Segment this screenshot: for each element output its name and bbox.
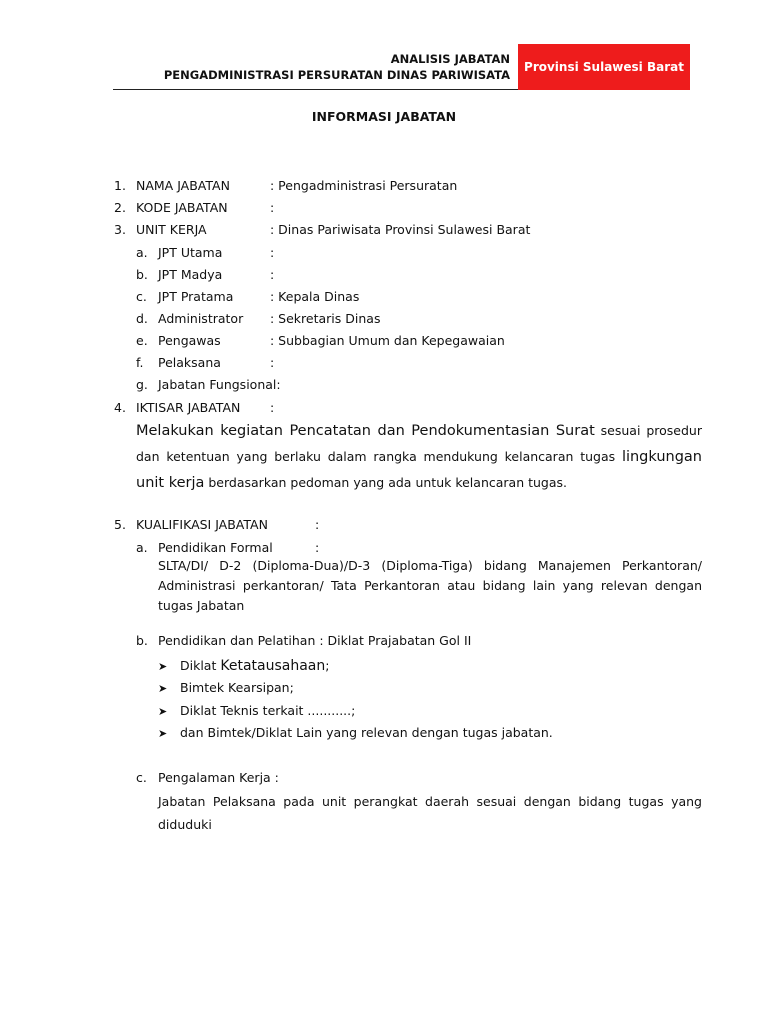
section-title: INFORMASI JABATAN [311, 109, 457, 124]
sub-label: Pelaksana [158, 355, 221, 370]
training-bullet [158, 658, 329, 675]
iktisar-paragraph [136, 418, 702, 496]
item-number: 3. [114, 222, 126, 237]
sub-letter: d. [136, 311, 148, 326]
unit-sub-item [0, 267, 768, 283]
sub-label: Pengawas [158, 333, 221, 348]
bullet-text-end: ; [325, 658, 330, 673]
item-value: : [270, 400, 275, 415]
header-rule [113, 89, 518, 90]
item-kode-jabatan [0, 200, 768, 216]
province-label: Provinsi Sulawesi Barat [524, 60, 684, 74]
unit-sub-item [0, 333, 768, 349]
sub-value: : Kepala Dinas [270, 289, 360, 304]
item-label: KUALIFIKASI JABATAN [136, 517, 268, 532]
bullet-text-emph: Ketatausahaan [220, 658, 326, 674]
bullet-text: dan Bimtek/Diklat Lain yang relevan dengan tugas jabatan. [180, 725, 553, 740]
sub-letter: c. [136, 770, 147, 785]
sub-letter: c. [136, 289, 147, 304]
item-number: 4. [114, 400, 126, 415]
item-kualifikasi-jabatan [0, 517, 768, 533]
pendidikan-formal [0, 540, 768, 556]
sub-label: Jabatan Fungsional: [158, 377, 281, 392]
sub-value: : [270, 267, 275, 282]
sub-letter: b. [136, 267, 148, 282]
iktisar-text-3: lingkungan unit kerja [136, 449, 702, 491]
sub-colon: : [315, 540, 320, 555]
item-value: : Pengadministrasi Persuratan [270, 178, 458, 193]
unit-sub-item [0, 311, 768, 327]
arrow-bullet-icon: ➤ [158, 682, 168, 695]
sub-letter: f. [136, 355, 144, 370]
sub-label: JPT Madya [158, 267, 223, 282]
item-value: : [270, 200, 275, 215]
sub-letter: a. [136, 540, 148, 555]
sub-letter: a. [136, 245, 148, 260]
sub-letter: b. [136, 633, 148, 648]
bullet-text: Diklat Teknis terkait ...........; [180, 703, 356, 718]
header-subtitle: PENGADMINISTRASI PERSURATAN DINAS PARIWISATA [163, 68, 510, 82]
bullet-text: Diklat [180, 658, 221, 673]
sub-label: JPT Utama [158, 245, 223, 260]
sub-value: : Sekretaris Dinas [270, 311, 381, 326]
iktisar-text-4: berdasarkan pedoman yang ada untuk kelancaran tugas. [204, 475, 567, 490]
training-bullet [158, 680, 294, 697]
item-number: 1. [114, 178, 126, 193]
item-value: : Dinas Pariwisata Provinsi Sulawesi Barat [270, 222, 531, 237]
training-bullet [158, 725, 553, 742]
iktisar-text-1: Melakukan kegiatan Pencatatan dan Pendokumentasian Surat [136, 423, 595, 439]
bullet-text: Bimtek Kearsipan; [180, 680, 294, 695]
unit-sub-item [0, 377, 768, 393]
pendidikan-formal-text: SLTA/DI/ D-2 (Diploma-Dua)/D-3 (Diploma-Tiga) bidang Manajemen Perkantoran/ Administrasi perkantoran/ Tata Perkantoran atau bidang lain yang relevan dengan tugas Jabatan [158, 558, 702, 613]
sub-label: Pendidikan Formal [158, 540, 273, 555]
iktisar-text-2: sesuai prosedur dan ketentuan yang berlaku dalam rangka mendukung kelancaran tugas [136, 423, 702, 464]
item-iktisar-jabatan [0, 400, 768, 416]
sub-label: JPT Pratama [158, 289, 234, 304]
item-nama-jabatan [0, 178, 768, 194]
item-label: NAMA JABATAN [136, 178, 230, 193]
item-value: : [315, 517, 320, 532]
unit-sub-item [0, 289, 768, 305]
sub-label: Administrator [158, 311, 244, 326]
unit-sub-item [0, 245, 768, 261]
pengalaman-kerja-text: Jabatan Pelaksana pada unit perangkat daerah sesuai dengan bidang tugas yang diduduki [158, 794, 702, 832]
sub-label: Pengalaman Kerja : [158, 770, 279, 785]
header-title: ANALISIS JABATAN [390, 52, 510, 66]
sub-value: : Subbagian Umum dan Kepegawaian [270, 333, 505, 348]
item-unit-kerja [0, 222, 768, 238]
item-number: 2. [114, 200, 126, 215]
pendidikan-pelatihan [0, 633, 768, 649]
province-badge [518, 44, 690, 90]
sub-value: : [270, 355, 275, 370]
pengalaman-kerja [0, 770, 768, 786]
sub-label: Pendidikan dan Pelatihan : Diklat Prajabatan Gol II [158, 633, 472, 648]
item-number: 5. [114, 517, 126, 532]
arrow-bullet-icon: ➤ [158, 660, 168, 673]
unit-sub-item [0, 355, 768, 371]
training-bullet [158, 703, 355, 720]
arrow-bullet-icon: ➤ [158, 705, 168, 718]
sub-value: : [270, 245, 275, 260]
item-label: IKTISAR JABATAN [136, 400, 241, 415]
sub-letter: g. [136, 377, 148, 392]
item-label: UNIT KERJA [136, 222, 207, 237]
sub-letter: e. [136, 333, 148, 348]
arrow-bullet-icon: ➤ [158, 727, 168, 740]
item-label: KODE JABATAN [136, 200, 228, 215]
